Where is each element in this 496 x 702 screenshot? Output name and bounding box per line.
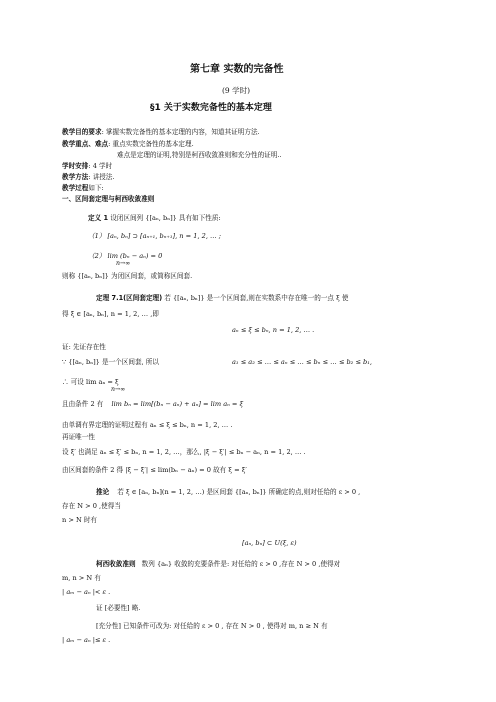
method-text: : 讲授法. bbox=[88, 173, 115, 181]
corollary-label: 推论 bbox=[96, 488, 110, 496]
cauchy-proof-3: | aₘ − aₙ |≤ ε . bbox=[62, 636, 111, 644]
cauchy-proof-1: 证 [必要性] 略. bbox=[96, 604, 141, 612]
goal-text: : 掌握实数完备性的基本定理的内容，知道其证明方法. bbox=[101, 128, 260, 136]
cauchy-criterion bbox=[96, 560, 340, 568]
chapter-hours: (9 学时) bbox=[222, 86, 251, 95]
condition-2: （2） lim (bₙ − aₙ) = 0 bbox=[88, 252, 163, 260]
hours-line bbox=[62, 162, 112, 170]
cauchy-text: 数列 {aₙ} 收敛的充要条件是: 对任给的 ε > 0 ,存在 N > 0 ,使得对 bbox=[141, 560, 341, 568]
method-label: 教学方法 bbox=[62, 173, 89, 181]
proof-line-5: 再证唯一性 bbox=[62, 433, 95, 441]
corollary-text-2: 存在 N > 0 ,使得当 bbox=[62, 502, 121, 510]
goal-line bbox=[62, 128, 260, 136]
definition-text: 设闭区间列 {[aₙ, bₙ]} 具有如下性质: bbox=[110, 214, 221, 222]
theorem-text-2: 得 ξ ∈ [aₙ, bₙ], n = 1, 2, … ,即 bbox=[62, 310, 159, 318]
section-title: §1 关于实数完备性的基本定理 bbox=[150, 103, 272, 113]
proof-line-3-formula: lim bₙ = lim[(bₙ − aₙ) + aₙ] = lim aₙ = ξ bbox=[111, 400, 244, 408]
corollary-text: 若 ξ ∈ [aₙ, bₙ](n = 1, 2, …) 是区间套 {[aₙ, bₙ]} 所确定的点,则对任给的 ε > 0 , bbox=[117, 488, 361, 496]
condition-2-sub: n→∞ bbox=[116, 260, 131, 267]
theorem-label: 定理 7.1(区间套定理) bbox=[96, 294, 163, 302]
proof-start: 证: 先证存在性 bbox=[62, 343, 106, 351]
method-line bbox=[62, 173, 115, 181]
keypoints-line bbox=[62, 140, 194, 148]
proof-line-2: ∴ 可设 lim aₙ = ξ bbox=[62, 378, 119, 386]
process-label: 教学过程 bbox=[62, 184, 89, 192]
hours-text: : 4 学时 bbox=[88, 162, 113, 170]
cauchy-text-2: m, n > N 有 bbox=[62, 574, 101, 582]
hours-label: 学时安排 bbox=[62, 162, 89, 170]
proof-line-3 bbox=[62, 400, 243, 408]
proof-chain: a₁ ≤ a₂ ≤ … ≤ aₙ ≤ … ≤ bₙ ≤ … ≤ b₂ ≤ b₁, bbox=[232, 358, 372, 366]
cauchy-label: 柯西收敛准则 bbox=[96, 560, 136, 568]
corollary-formula: [aₙ, bₙ] ⊂ U(ξ, ε) bbox=[242, 539, 297, 547]
cauchy-text-3: | aₘ − aₙ |< ε . bbox=[62, 588, 111, 596]
cauchy-proof-2: [充分性] 已知条件可改为: 对任给的 ε > 0 , 存在 N > 0 , 使得对 m, n ≥ N 有 bbox=[96, 622, 328, 630]
proof-line-1: ∵ {[aₙ, bₙ]} 是一个区间套, 所以 bbox=[62, 358, 159, 366]
process-text: 如下: bbox=[88, 184, 104, 192]
definition-label: 定义 1 bbox=[88, 214, 109, 222]
goal-label: 教学目的要求 bbox=[62, 128, 102, 136]
theorem-formula: aₙ ≤ ξ ≤ bₙ, n = 1, 2, … . bbox=[232, 326, 315, 334]
definition-conclusion: 则称 {[aₙ, bₙ]} 为闭区间套，或简称区间套. bbox=[62, 272, 193, 280]
corollary-text-3: n > N 时有 bbox=[62, 516, 98, 524]
proof-line-2-sub: n→∞ bbox=[111, 386, 126, 393]
condition-1: （1） [aₙ, bₙ] ⊃ [aₙ₊₁, bₙ₊₁], n = 1, 2, … ; bbox=[88, 232, 221, 240]
keypoints-label: 教学重点、难点 bbox=[62, 140, 109, 148]
theorem-7-1 bbox=[96, 294, 348, 302]
chapter-title: 第七章 实数的完备性 bbox=[190, 64, 284, 75]
proof-line-3-lead: 且由条件 2 有 bbox=[62, 400, 104, 408]
part1-heading: 一、区间套定理与柯西收敛准则 bbox=[62, 195, 155, 203]
definition-1 bbox=[88, 214, 221, 222]
difficulty-line: 难点是定理的证明,特别是柯西收敛准则和充分性的证明.. bbox=[117, 151, 282, 159]
proof-line-6: 设 ξ′ 也满足 aₙ ≤ ξ′ ≤ bₙ, n = 1, 2, …，那么, |ξ − ξ′| ≤ bₙ − aₙ, n = 1, 2, … . bbox=[62, 448, 306, 456]
proof-line-7: 由区间套的条件 2 得 |ξ − ξ′| ≤ lim(bₙ − aₙ) = 0 故有 ξ = ξ′ bbox=[62, 466, 247, 474]
keypoints-text: : 重点实数完备性的基本定理. bbox=[108, 140, 194, 148]
process-line bbox=[62, 184, 104, 192]
theorem-text: 若 {[aₙ, bₙ]} 是一个区间套,则在实数系中存在唯一的一点 ξ 使 bbox=[164, 294, 349, 302]
proof-line-4: 由单调有界定理的证明过程有 aₙ ≤ ξ ≤ bₙ, n = 1, 2, … . bbox=[62, 421, 233, 429]
corollary bbox=[96, 488, 360, 496]
